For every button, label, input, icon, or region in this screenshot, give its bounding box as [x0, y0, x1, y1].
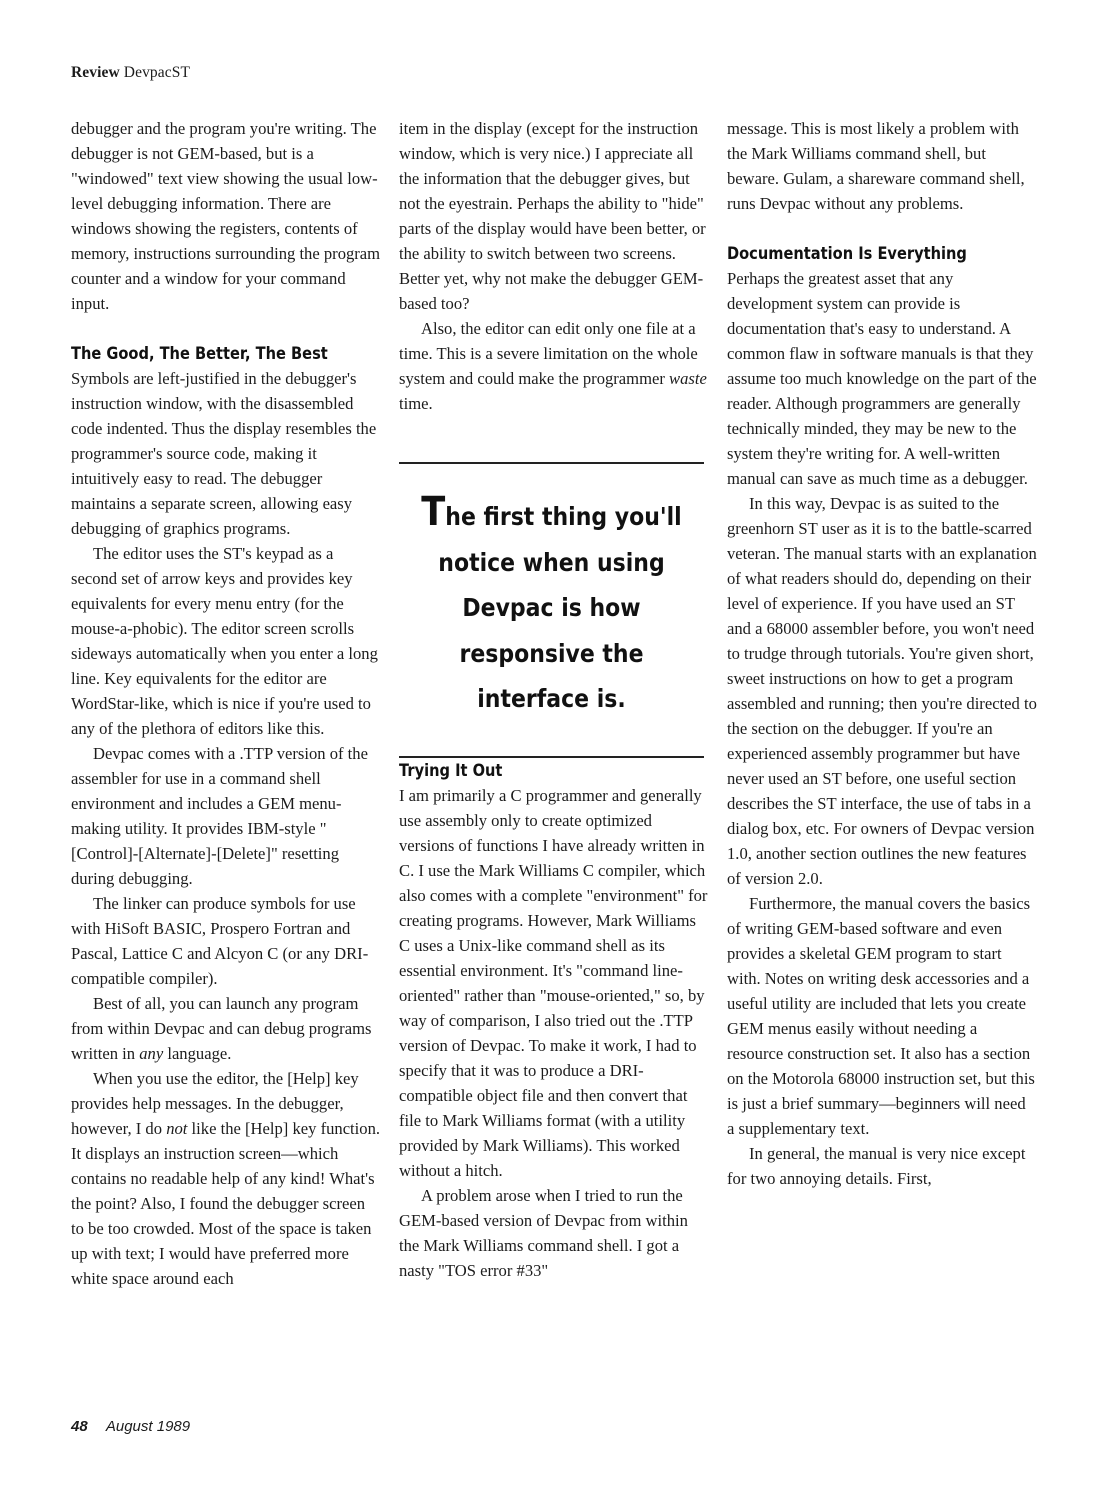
- emphasis: not: [166, 1119, 188, 1138]
- paragraph: A problem arose when I tried to run the GEM-based version of Devpac from within the Mark Williams command shell. I got a nasty "TOS error #33": [399, 1185, 688, 1280]
- pull-quote-body: he first thing you'll notice when using Devpac is how responsive the interface is.: [438, 502, 682, 713]
- paragraph: item in the display (except for the instruction window, which is very nice.) I appreciate all the information that the debugger gives, but not the eyestrain. Perhaps the ability to "hide" parts of the display would have been better, or the ability to switch between two screens. Better yet, why not make the debugger GEM-based too?: [399, 119, 706, 313]
- paragraph: The linker can produce symbols for use with HiSoft BASIC, Prospero Fortran and Pascal, Lattice C and Alcyon C (or any DRI-compatible compiler).: [71, 894, 369, 988]
- text-run: Also, the editor can edit only one file at a time. This is a severe limitation on the whole system and could make the programmer: [399, 319, 698, 388]
- paragraph: Symbols are left-justified in the debugger's instruction window, with the disassembled code indented. Thus the display resembles the programmer's source code, making it intuitively easy to read. The debugger maintains a separate screen, allowing easy debugging of graphics programs.: [71, 369, 377, 538]
- paragraph: In this way, Devpac is as suited to the greenhorn ST user as it is to the battle-scarred veteran. The manual starts with an explanation of what readers should do, depending on their level of experience. If you have used an ST and a 68000 assembler before, you won't need to trudge through tutorials. You're given short, sweet instructions on how to get a program assembled and running; then you're directed to the section on the debugger. If you're an experienced assembly programmer but have never used an ST before, one useful section describes the ST interface, the use of tabs in a dialog box, etc. For owners of Devpac version 1.0, another section outlines the new features of version 2.0.: [727, 494, 1037, 888]
- column-1: [71, 116, 381, 1291]
- paragraph: [71, 991, 381, 1066]
- paragraph: [71, 1066, 381, 1291]
- section-heading: The Good, The Better, The Best: [71, 344, 328, 364]
- paragraph: I am primarily a C programmer and generally use assembly only to create optimized versions of functions I have already written in C. I use the Mark Williams C compiler, which also comes with a complete "environment" for creating programs. However, Mark Williams C uses a Unix-like command shell as its essential environment. It's "command line-oriented" rather than "mouse-oriented," so, by way of comparison, I also tried out the .TTP version of Devpac. To make it work, I had to specify that it was to produce a DRI-compatible object file and then convert that file to Mark Williams format (with a utility provided by Mark Williams). This worked without a hitch.: [399, 785, 708, 1180]
- text-run: time.: [399, 394, 433, 413]
- section-heading: Documentation Is Everything: [727, 244, 967, 264]
- pull-quote: [399, 462, 704, 758]
- page-number: 48: [71, 1418, 88, 1435]
- paragraph: In general, the manual is very nice except for two annoying details. First,: [727, 1144, 1026, 1188]
- page-footer: [71, 1418, 190, 1435]
- issue-date: August 1989: [105, 1418, 191, 1435]
- section-label: Review: [71, 64, 120, 81]
- paragraph: message. This is most likely a problem with the Mark Williams command shell, but beware. Gulam, a shareware command shell, runs Devpac without any problems.: [727, 119, 1025, 213]
- emphasis: waste: [669, 369, 707, 388]
- paragraph: Devpac comes with a .TTP version of the assembler for use in a command shell environment and includes a GEM menu-making utility. It provides IBM-style "[Control]-[Alternate]-[Delete]" resetting during debugging.: [71, 744, 368, 888]
- pull-quote-text: [417, 464, 685, 756]
- paragraph: debugger and the program you're writing. The debugger is not GEM-based, but is a "windowed" text view showing the usual low-level debugging information. There are windows showing the registers, contents of memory, instructions surrounding the program counter and a window for your command input.: [71, 119, 381, 313]
- text-run: language.: [163, 1044, 232, 1063]
- paragraph: [399, 316, 709, 416]
- text-run: like the [Help] key function. It displays an instruction screen—which contains no readable help of any kind! What's the point? Also, I found the debugger screen to be too crowded. Most of the space is taken up with text; I would have preferred more white space around each: [71, 1119, 381, 1288]
- section-heading: Trying It Out: [399, 760, 503, 781]
- column-2: [399, 116, 709, 1283]
- emphasis: any: [139, 1044, 164, 1063]
- pull-quote-initial: T: [421, 489, 446, 535]
- text-run: Best of all, you can launch any program from within Devpac and can debug programs written in: [71, 994, 372, 1063]
- article-title: DevpacST: [123, 64, 191, 81]
- paragraph: Perhaps the greatest asset that any development system can provide is documentation that's easy to understand. A common flaw in software manuals is that they assume too much knowledge on the part of the reader. Although programmers are generally technically minded, they may be new to the system they're writing for. A well-written manual can save as much time as a debugger.: [727, 269, 1037, 488]
- running-head: [71, 64, 190, 82]
- column-3: [727, 116, 1037, 1191]
- paragraph: The editor uses the ST's keypad as a second set of arrow keys and provides key equivalents for every menu entry (for the mouse-a-phobic). The editor screen scrolls sideways automatically when you enter a long line. Key equivalents for the editor are WordStar-like, which is nice if you're used to any of the plethora of editors like this.: [71, 544, 378, 738]
- text-run: When you use the editor, the [Help] key provides help messages. In the debugger, however, I do: [71, 1069, 359, 1138]
- paragraph: Furthermore, the manual covers the basics of writing GEM-based software and even provides a skeletal GEM program to start with. Notes on writing desk accessories and a useful utility are included that lets you create GEM menus easily without needing a resource construction set. It also has a section on the Motorola 68000 instruction set, but this is just a brief summary—beginners will need a supplementary text.: [727, 894, 1035, 1138]
